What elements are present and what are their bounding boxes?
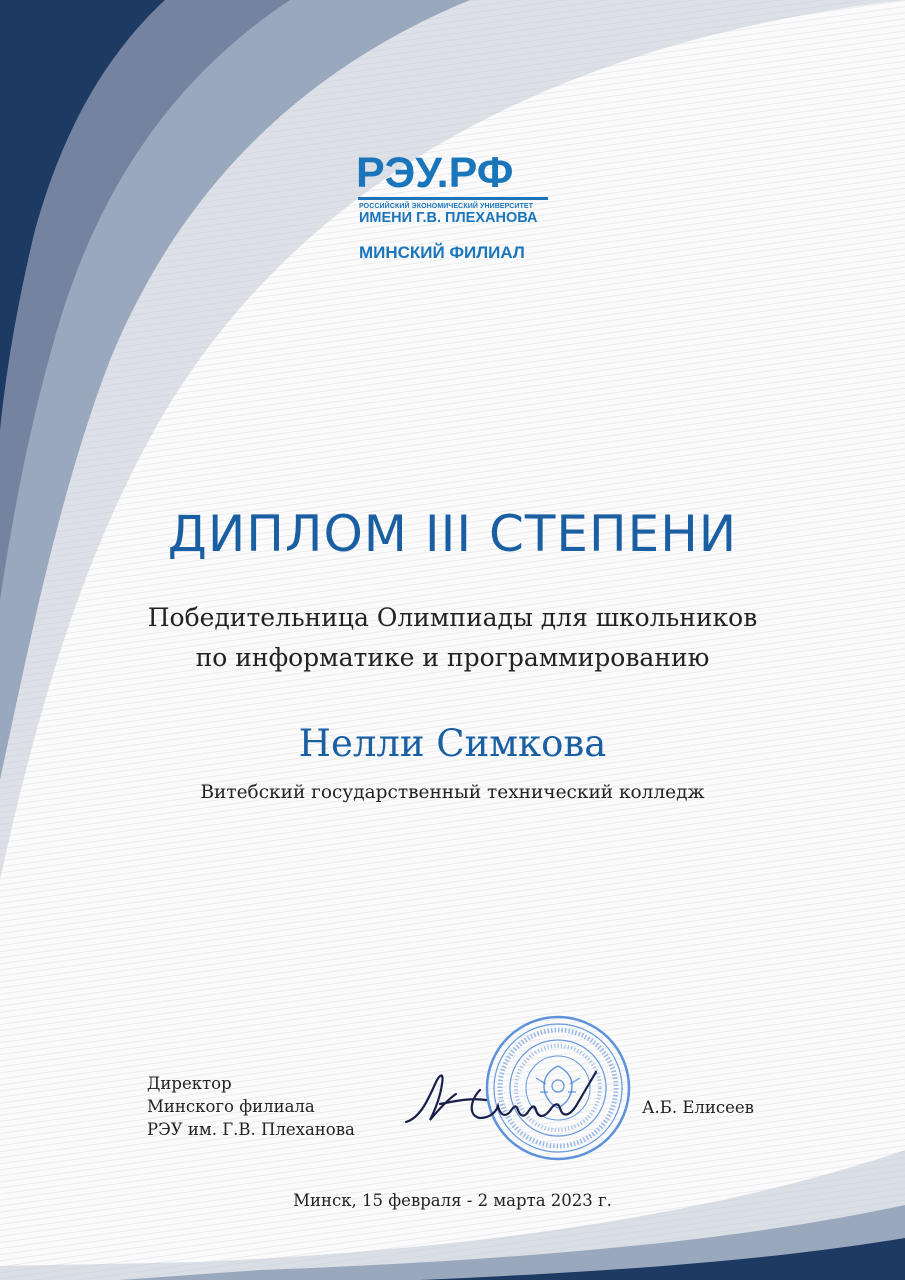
- signatory-name: А.Б. Елисеев: [642, 1098, 754, 1117]
- position-line1: Директор: [147, 1074, 232, 1093]
- recipient-name: Нелли Симкова: [298, 722, 607, 765]
- position-line2: Минского филиала: [147, 1097, 315, 1116]
- signatory-position: [147, 1072, 355, 1141]
- logo-divider: [358, 197, 548, 200]
- subtitle-line1: Победительница Олимпиады для школьников: [147, 603, 758, 632]
- logo-subtitle-line1: РОССИЙСКИЙ ЭКОНОМИЧЕСКИЙ УНИВЕРСИТЕТ: [359, 203, 534, 210]
- place-and-date: Минск, 15 февраля - 2 марта 2023 г.: [293, 1191, 612, 1210]
- logo-subtitle-line2: ИМЕНИ Г.В. ПЛЕХАНОВА: [359, 210, 538, 226]
- diploma-subtitle: [0, 598, 905, 678]
- recipient-institution: Витебский государственный технический колледж: [200, 782, 705, 803]
- diploma-title: ДИПЛОМ III СТЕПЕНИ: [167, 505, 738, 563]
- subtitle-line2: по информатике и программированию: [195, 643, 710, 672]
- university-logo: [356, 150, 551, 263]
- logo-main-text: РЭУ.РФ: [356, 149, 514, 197]
- position-line3: РЭУ им. Г.В. Плеханова: [147, 1120, 355, 1139]
- signature-icon: [400, 1060, 610, 1140]
- logo-branch-name: МИНСКИЙ ФИЛИАЛ: [359, 243, 525, 262]
